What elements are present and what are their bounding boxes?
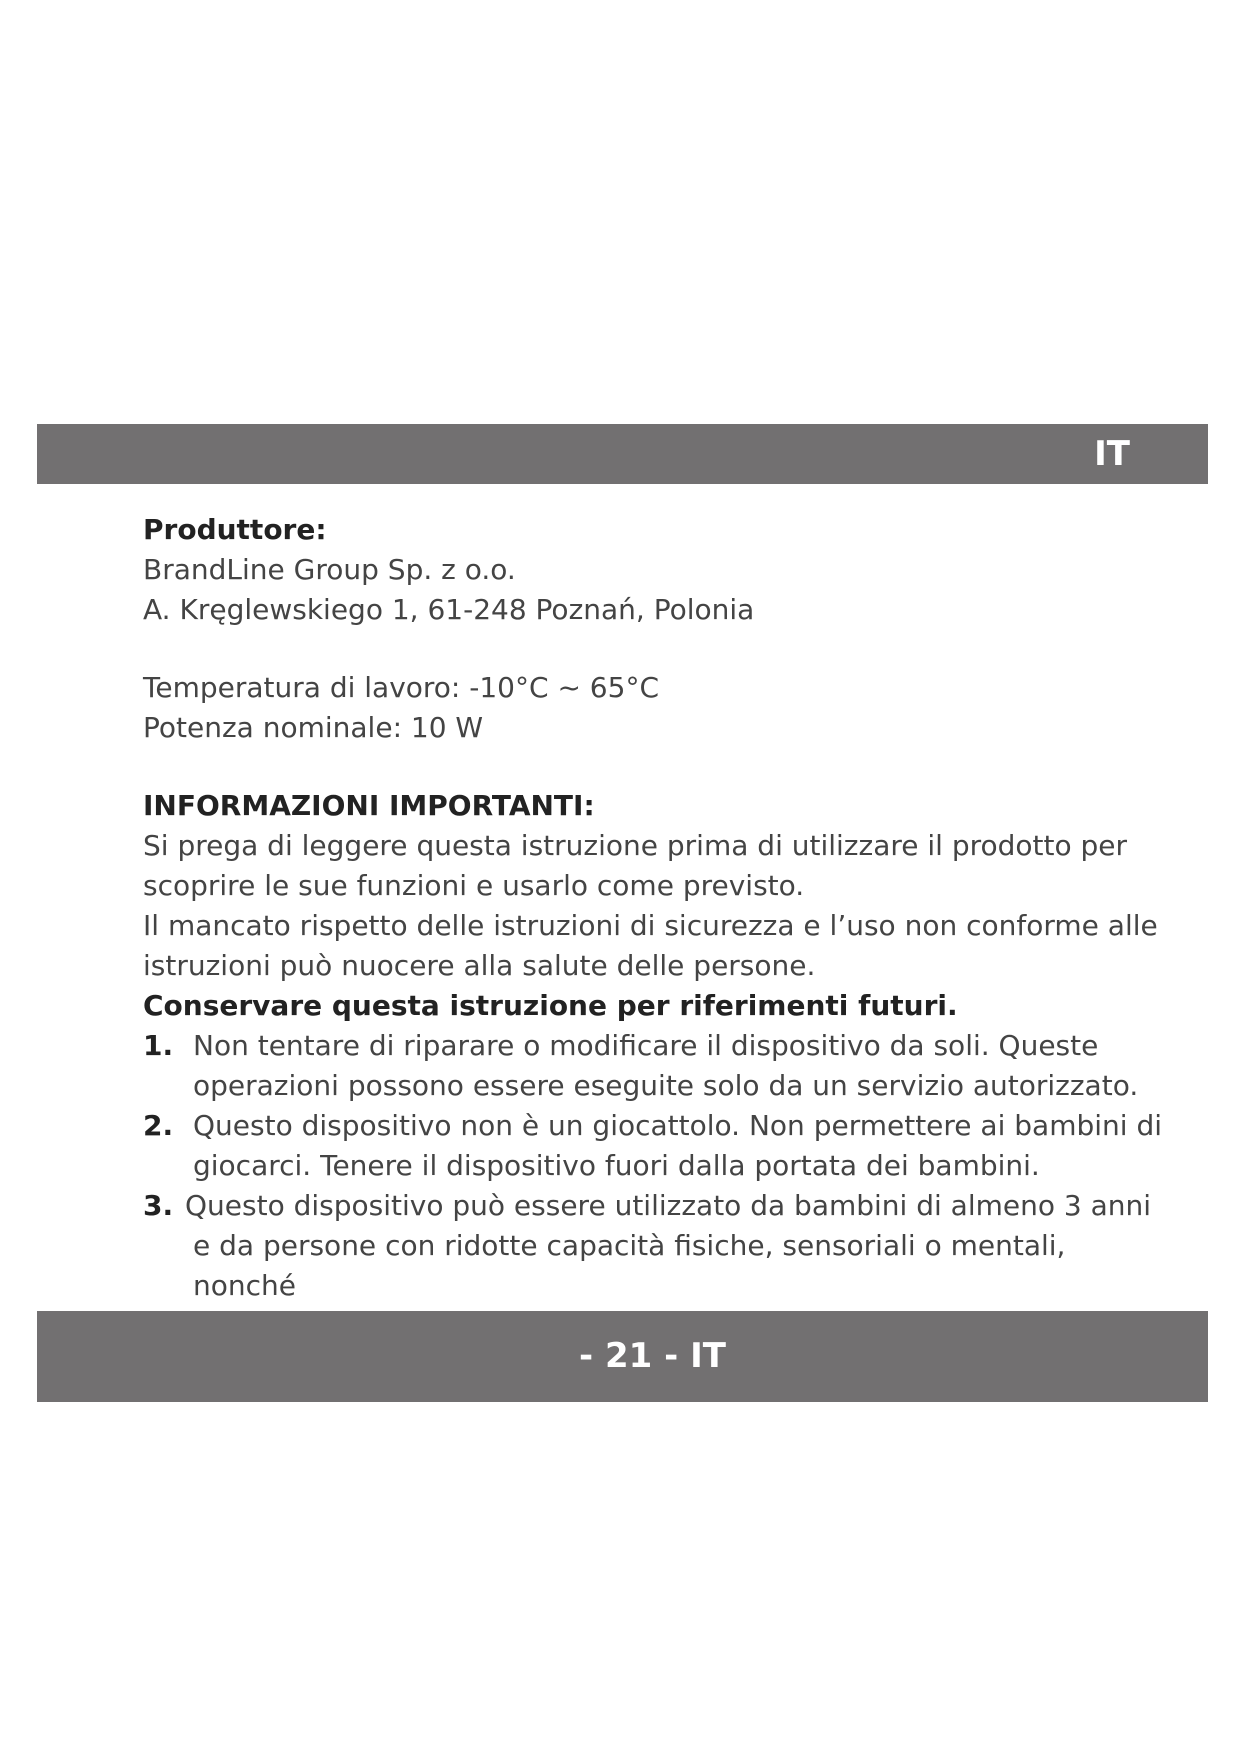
list-item-text: Questo dispositivo può essere utilizzato da bambini di almeno 3 anni [185, 1189, 1152, 1222]
list-item-number: 2. [143, 1109, 174, 1142]
important-para1-line1: Si prega di leggere questa istruzione prima di utilizzare il prodotto per [143, 829, 1128, 862]
page-content [143, 510, 1163, 1346]
important-para2-line1: Il mancato rispetto delle istruzioni di sicurezza e l’uso non conforme alle [143, 909, 1158, 942]
producer-company: BrandLine Group Sp. z o.o. [143, 553, 516, 586]
list-item-text: operazioni possono essere eseguite solo da un servizio autorizzato. [193, 1069, 1139, 1102]
producer-address: A. Kręglewskiego 1, 61-248 Poznań, Polonia [143, 593, 755, 626]
important-para2-line2: istruzioni può nuocere alla salute delle persone. [143, 949, 816, 982]
list-item-number: 1. [143, 1029, 174, 1062]
list-item-text: Questo dispositivo non è un giocattolo. Non permettere ai bambini di [193, 1109, 1162, 1142]
producer-heading: Produttore: [143, 513, 327, 546]
list-item-text: e da persone con ridotte capacità fisiche, sensoriali o mentali, nonché [193, 1229, 1066, 1302]
footer-bar [37, 1311, 1208, 1402]
list-item [143, 1106, 1163, 1186]
list-item-number: 3. [143, 1189, 174, 1222]
list-item-text: giocarci. Tenere il dispositivo fuori dalla portata dei bambini. [193, 1149, 1040, 1182]
page-number: - 21 - IT [579, 1336, 726, 1376]
spec-power: Potenza nominale: 10 W [143, 711, 484, 744]
list-item-text: Non tentare di riparare o modificare il dispositivo da soli. Queste [193, 1029, 1099, 1062]
keep-instructions-note: Conservare questa istruzione per riferimenti futuri. [143, 989, 958, 1022]
important-para1-line2: scoprire le sue funzioni e usarlo come previsto. [143, 869, 805, 902]
important-heading: INFORMAZIONI IMPORTANTI: [143, 789, 595, 822]
header-bar [37, 424, 1208, 484]
language-label: IT [1094, 434, 1130, 474]
list-item [143, 1026, 1163, 1106]
spec-temperature: Temperatura di lavoro: -10°C ~ 65°C [143, 671, 659, 704]
